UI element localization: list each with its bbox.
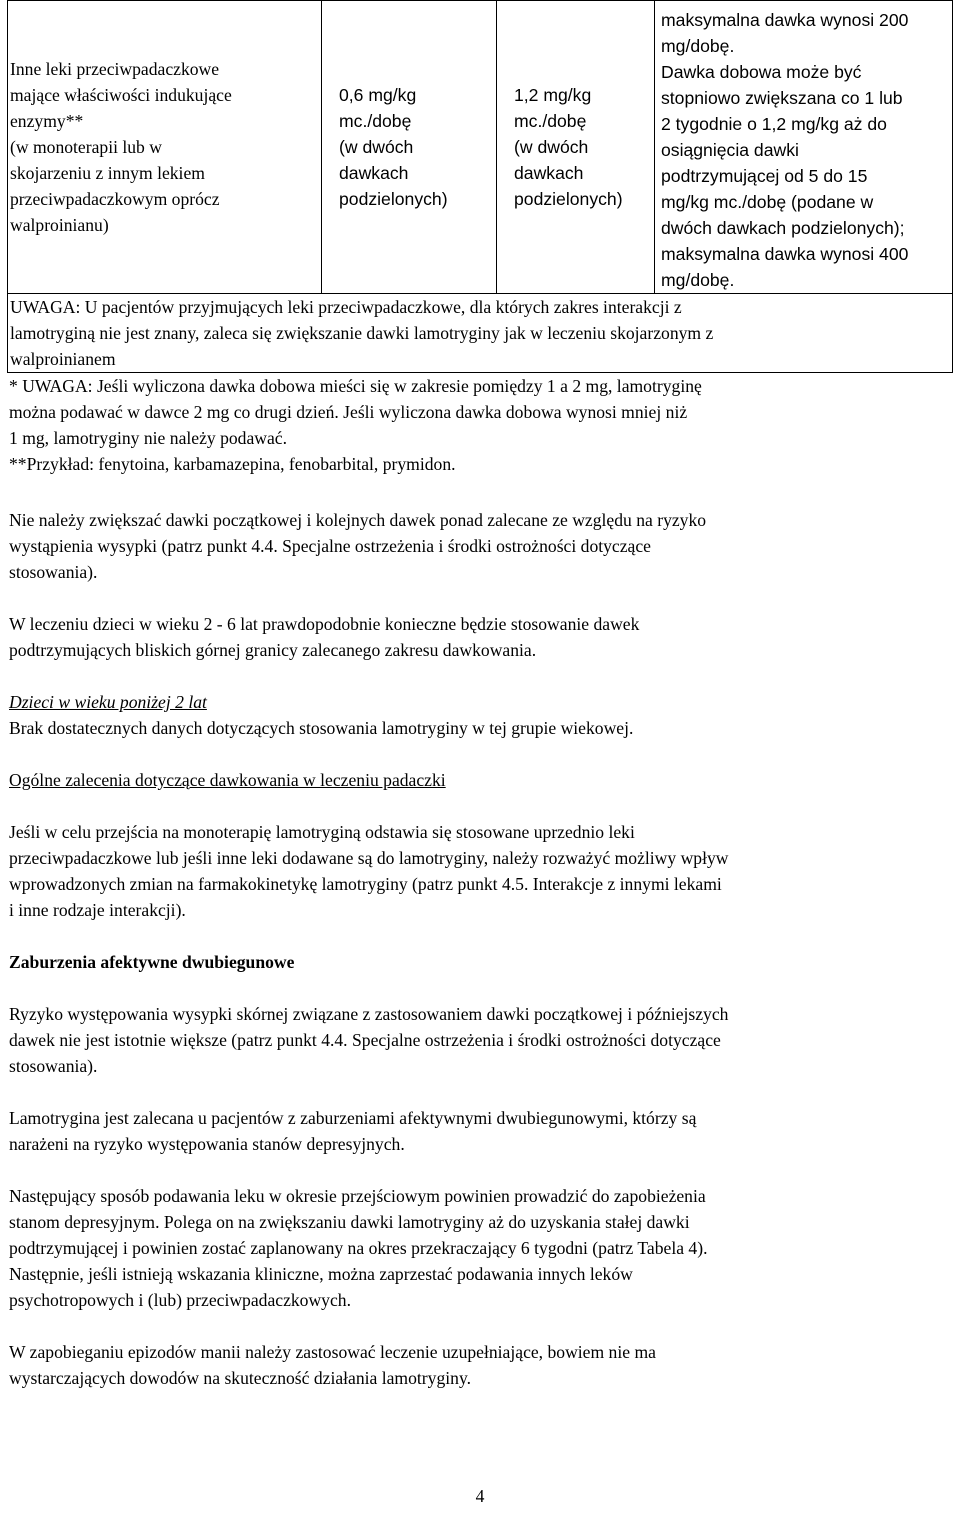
text-line: dawek nie jest istotnie większe (patrz punkt 4.4. Specjalne ostrzeżenia i środki ostrożności dotyczące — [9, 1030, 721, 1050]
cell-text-line: osiągnięcia dawki — [661, 140, 799, 160]
cell-text-line: dwóch dawkach podzielonych); — [661, 218, 905, 238]
footnote-line: * UWAGA: Jeśli wyliczona dawka dobowa mieści się w zakresie pomiędzy 1 a 2 mg, lamotryginę — [9, 376, 702, 396]
table-row — [8, 1, 953, 294]
section-heading: Dzieci w wieku poniżej 2 lat — [9, 692, 207, 712]
text-line: psychotropowych i (lub) przeciwpadaczkowych. — [9, 1290, 351, 1310]
text-line: W zapobieganiu epizodów manii należy zastosować leczenie uzupełniające, bowiem nie ma — [9, 1342, 656, 1362]
page-number: 4 — [475, 1486, 485, 1506]
cell-text-line: przeciwpadaczkowym oprócz — [10, 189, 220, 209]
text-line: Ryzyko występowania wysypki skórnej związane z zastosowaniem dawki początkowej i późniejszych — [9, 1004, 729, 1024]
drug-group-cell — [8, 1, 322, 294]
cell-text-line: maksymalna dawka wynosi 200 — [661, 10, 909, 30]
text-line: Jeśli w celu przejścia na monoterapię lamotryginą odstawia się stosowane uprzednio leki — [9, 822, 635, 842]
paragraph-transition — [7, 1183, 953, 1313]
cell-text-line: Inne leki przeciwpadaczkowe — [10, 59, 220, 79]
cell-text-line: podzielonych) — [339, 189, 448, 209]
dose-weeks-3-4-cell — [497, 1, 655, 294]
paragraph-indication — [7, 1105, 953, 1157]
text-line: wystąpienia wysypki (patrz punkt 4.4. Specjalne ostrzeżenia i środki ostrożności dotyczące — [9, 536, 651, 556]
text-line: stanom depresyjnym. Polega on na zwiększaniu dawki lamotryginy aż do uzyskania stałej dawki — [9, 1212, 690, 1232]
dose-weeks-1-2-cell — [322, 1, 497, 294]
cell-text-line: (w dwóch — [339, 137, 414, 157]
cell-text-line: 1,2 mg/kg — [514, 85, 592, 105]
text-line: Następnie, jeśli istnieją wskazania kliniczne, można zaprzestać podawania innych leków — [9, 1264, 633, 1284]
section-children-under-2 — [7, 689, 953, 741]
text-line: podtrzymującej i powinien zostać zaplanowany na okres przekraczający 6 tygodni (patrz Tabela 4). — [9, 1238, 708, 1258]
cell-text-line: dawkach — [514, 163, 584, 183]
section-heading: Zaburzenia afektywne dwubiegunowe — [9, 952, 295, 972]
text-line: podtrzymujących bliskich górnej granicy zalecanego zakresu dawkowania. — [9, 640, 537, 660]
table-row — [8, 294, 953, 373]
text-line: wprowadzonych zmian na farmakokinetykę lamotryginy (patrz punkt 4.5. Interakcje z innymi lekami — [9, 874, 722, 894]
text-line: przeciwpadaczkowe lub jeśli inne leki dodawane są do lamotryginy, należy rozważyć możliwy wpływ — [9, 848, 729, 868]
paragraph-monotherapy — [7, 819, 953, 923]
paragraph-dose-warning — [7, 507, 953, 585]
cell-text-line: mg/dobę. — [661, 36, 735, 56]
table-footnotes — [7, 373, 953, 477]
text-line: Nie należy zwiększać dawki początkowej i kolejnych dawek ponad zalecane ze względu na ryzyko — [9, 510, 707, 530]
text-line: Następujący sposób podawania leku w okresie przejściowym powinien prowadzić do zapobieżenia — [9, 1186, 706, 1206]
cell-text-line: mc./dobę — [514, 111, 587, 131]
paragraph-mania — [7, 1339, 953, 1391]
text-line: i inne rodzaje interakcji). — [9, 900, 186, 920]
dosage-table — [7, 0, 953, 373]
cell-text-line: mg/kg mc./dobę (podane w — [661, 192, 874, 212]
cell-text-line: podzielonych) — [514, 189, 623, 209]
note-text-line: lamotryginą nie jest znany, zaleca się zwiększanie dawki lamotryginy jak w leczeniu skojarzonym z — [10, 323, 714, 343]
section-general-recommendations — [7, 767, 953, 793]
cell-text-line: 2 tygodnie o 1,2 mg/kg aż do — [661, 114, 887, 134]
cell-text-line: (w dwóch — [514, 137, 589, 157]
cell-text-line: mg/dobę. — [661, 270, 735, 290]
cell-text-line: 0,6 mg/kg — [339, 85, 417, 105]
text-line: stosowania). — [9, 562, 98, 582]
cell-text-line: stopniowo zwiększana co 1 lub — [661, 88, 903, 108]
cell-text-line: mc./dobę — [339, 111, 412, 131]
cell-text-line: maksymalna dawka wynosi 400 — [661, 244, 909, 264]
text-line: Brak dostatecznych danych dotyczących stosowania lamotryginy w tej grupie wiekowej. — [9, 718, 634, 738]
note-text-line: UWAGA: U pacjentów przyjmujących leki przeciwpadaczkowe, dla których zakres interakcji z — [10, 297, 682, 317]
footnote-line: można podawać w dawce 2 mg co drugi dzień. Jeśli wyliczona dawka dobowa wynosi mniej niż — [9, 402, 688, 422]
paragraph-rash-risk — [7, 1001, 953, 1079]
cell-text-line: dawkach — [339, 163, 409, 183]
text-line: stosowania). — [9, 1056, 98, 1076]
cell-text-line: (w monoterapii lub w — [10, 137, 162, 157]
paragraph-children-2-6 — [7, 611, 953, 663]
cell-text-line: mające właściwości indukujące — [10, 85, 232, 105]
cell-text-line: enzymy** — [10, 111, 84, 131]
footnote-line: 1 mg, lamotryginy nie należy podawać. — [9, 428, 287, 448]
cell-text-line: podtrzymującej od 5 do 15 — [661, 166, 868, 186]
text-line: narażeni na ryzyko występowania stanów depresyjnych. — [9, 1134, 405, 1154]
table-note-cell — [8, 294, 953, 373]
cell-text-line: Dawka dobowa może być — [661, 62, 862, 82]
text-line: Lamotrygina jest zalecana u pacjentów z zaburzeniami afektywnymi dwubiegunowymi, którzy są — [9, 1108, 697, 1128]
cell-text-line: walproinianu) — [10, 215, 109, 235]
cell-text-line: skojarzeniu z innym lekiem — [10, 163, 205, 183]
footnote-line: **Przykład: fenytoina, karbamazepina, fenobarbital, prymidon. — [9, 454, 456, 474]
note-text-line: walproinianem — [10, 349, 116, 369]
text-line: wystarczających dowodów na skuteczność działania lamotryginy. — [9, 1368, 471, 1388]
section-bipolar — [7, 949, 953, 975]
text-line: W leczeniu dzieci w wieku 2 - 6 lat prawdopodobnie konieczne będzie stosowanie dawek — [9, 614, 640, 634]
document-page — [7, 0, 953, 1391]
maintenance-dose-cell — [655, 1, 953, 294]
section-heading: Ogólne zalecenia dotyczące dawkowania w leczeniu padaczki — [9, 770, 446, 790]
